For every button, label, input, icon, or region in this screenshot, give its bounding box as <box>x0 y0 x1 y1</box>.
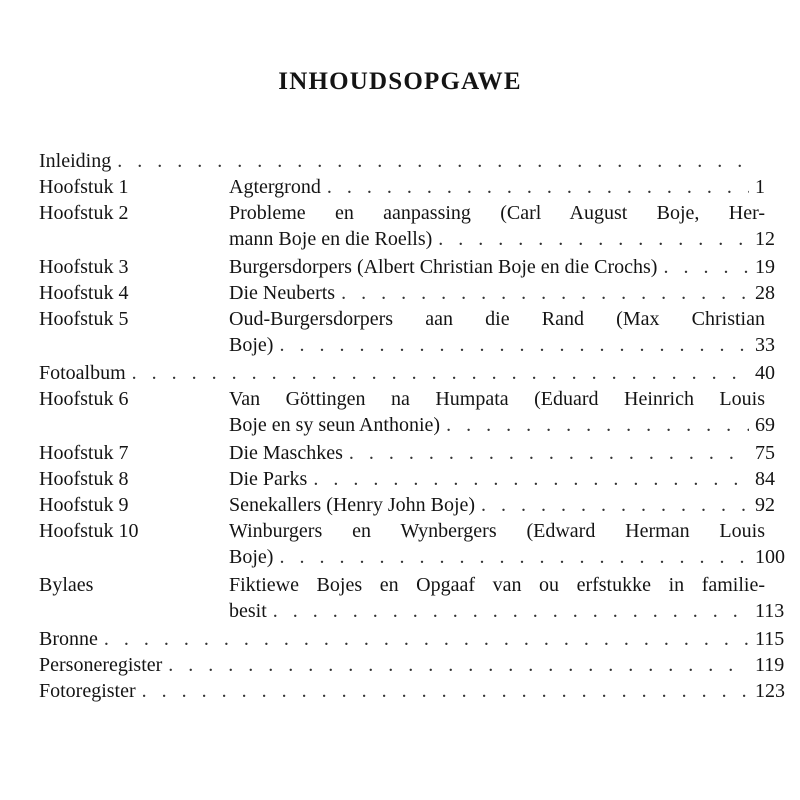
chapter-number: Hoofstuk 9 <box>39 494 129 516</box>
leader-dots <box>327 174 749 200</box>
leader-dots <box>168 652 749 678</box>
toc-page-number: 33 <box>755 334 775 356</box>
chapter-number: Hoofstuk 4 <box>39 282 129 304</box>
toc-entry-hoofstuk-9 <box>39 492 775 518</box>
toc-entry-title: Inleiding <box>39 150 112 172</box>
leader-dots <box>446 412 749 438</box>
chapter-number: Hoofstuk 5 <box>39 308 129 330</box>
section-label: Bylaes <box>39 574 94 596</box>
leader-dots <box>438 226 749 252</box>
toc-entry-personeregister <box>39 652 785 678</box>
toc-entry-title: Senekallers (Henry John Boje) <box>229 494 476 516</box>
chapter-number: Hoofstuk 10 <box>39 520 139 542</box>
chapter-number: Hoofstuk 7 <box>39 442 129 464</box>
toc-entry-title-line-2: besit <box>229 600 267 622</box>
toc-entry-fotoregister <box>39 678 785 704</box>
toc-entry-hoofstuk-4 <box>39 280 775 306</box>
toc-entry-hoofstuk-1 <box>39 174 765 200</box>
toc-page-number: 69 <box>755 414 775 436</box>
leader-dots <box>142 678 749 704</box>
chapter-number: Hoofstuk 3 <box>39 256 129 278</box>
toc-entry-bronne <box>39 626 785 652</box>
leader-dots <box>104 626 749 652</box>
toc-page-number: 115 <box>755 628 785 650</box>
leader-dots <box>313 466 749 492</box>
toc-entry-title: Agtergrond <box>229 176 321 198</box>
chapter-number: Hoofstuk 2 <box>39 202 129 224</box>
toc-entry-title-line-2: Boje) <box>229 334 274 356</box>
toc-entry-hoofstuk-5 <box>39 306 775 358</box>
toc-entry-title-line-2: Boje en sy seun Anthonie) <box>229 414 441 436</box>
leader-dots <box>279 332 749 358</box>
leader-dots <box>349 440 749 466</box>
leader-dots <box>132 360 749 386</box>
toc-entry-hoofstuk-10 <box>39 518 785 570</box>
toc-entry-inleiding <box>39 148 765 174</box>
toc-entry-title: Personeregister <box>39 654 163 676</box>
toc-page-number: 123 <box>755 680 785 702</box>
toc-entry-title-line-1: Winburgers en Wynbergers (Edward Herman Louis <box>229 520 765 542</box>
toc-entry-bylaes <box>39 572 785 624</box>
toc-page-number: 28 <box>755 282 775 304</box>
toc-entry-title: Burgersdorpers (Albert Christian Boje en die Crochs) <box>229 256 658 278</box>
toc-entry-hoofstuk-7 <box>39 440 775 466</box>
toc-entry-fotoalbum <box>39 360 775 386</box>
toc-page-number: 40 <box>755 362 775 384</box>
toc-entry-hoofstuk-6 <box>39 386 775 438</box>
toc-page-number: 12 <box>755 228 775 250</box>
toc-page-number: 113 <box>755 600 785 622</box>
toc-entry-title: Fotoalbum <box>39 362 126 384</box>
page-title: INHOUDSOPGAWE <box>278 68 522 95</box>
toc-entry-title: Die Parks <box>229 468 308 490</box>
chapter-number: Hoofstuk 1 <box>39 176 129 198</box>
toc-entry-hoofstuk-2 <box>39 200 775 252</box>
leader-dots <box>663 254 749 280</box>
toc-page-number: 1 <box>755 176 765 198</box>
toc-entry-title: Die Maschkes <box>229 442 343 464</box>
leader-dots <box>341 280 749 306</box>
toc-entry-title: Fotoregister <box>39 680 136 702</box>
toc-entry-title: Die Neuberts <box>229 282 336 304</box>
toc-entry-title-line-2: Boje) <box>229 546 274 568</box>
leader-dots <box>481 492 749 518</box>
toc-entry-title-line-1: Oud-Burgersdorpers aan die Rand (Max Christian <box>229 308 765 330</box>
toc-entry-title-line-1: Fiktiewe Bojes en Opgaaf van ou erfstukke in familie- <box>229 574 765 596</box>
toc-entry-hoofstuk-8 <box>39 466 775 492</box>
chapter-number: Hoofstuk 8 <box>39 468 129 490</box>
table-of-contents <box>39 148 785 704</box>
toc-page-number: 84 <box>755 468 775 490</box>
leader-dots <box>117 148 749 174</box>
toc-entry-hoofstuk-3 <box>39 254 775 280</box>
toc-page-number: 100 <box>755 546 785 568</box>
leader-dots <box>273 598 749 624</box>
chapter-number: Hoofstuk 6 <box>39 388 129 410</box>
toc-page-number: 75 <box>755 442 775 464</box>
toc-page-number: 92 <box>755 494 775 516</box>
toc-entry-title-line-1: Van Göttingen na Humpata (Eduard Heinrich Louis <box>229 388 765 410</box>
toc-entry-title: Bronne <box>39 628 98 650</box>
toc-page-number: 119 <box>755 654 785 676</box>
toc-entry-title-line-2: mann Boje en die Roells) <box>229 228 433 250</box>
toc-entry-title-line-1: Probleme en aanpassing (Carl August Boje, Her- <box>229 202 765 224</box>
leader-dots <box>279 544 749 570</box>
toc-page-number: 19 <box>755 256 775 278</box>
